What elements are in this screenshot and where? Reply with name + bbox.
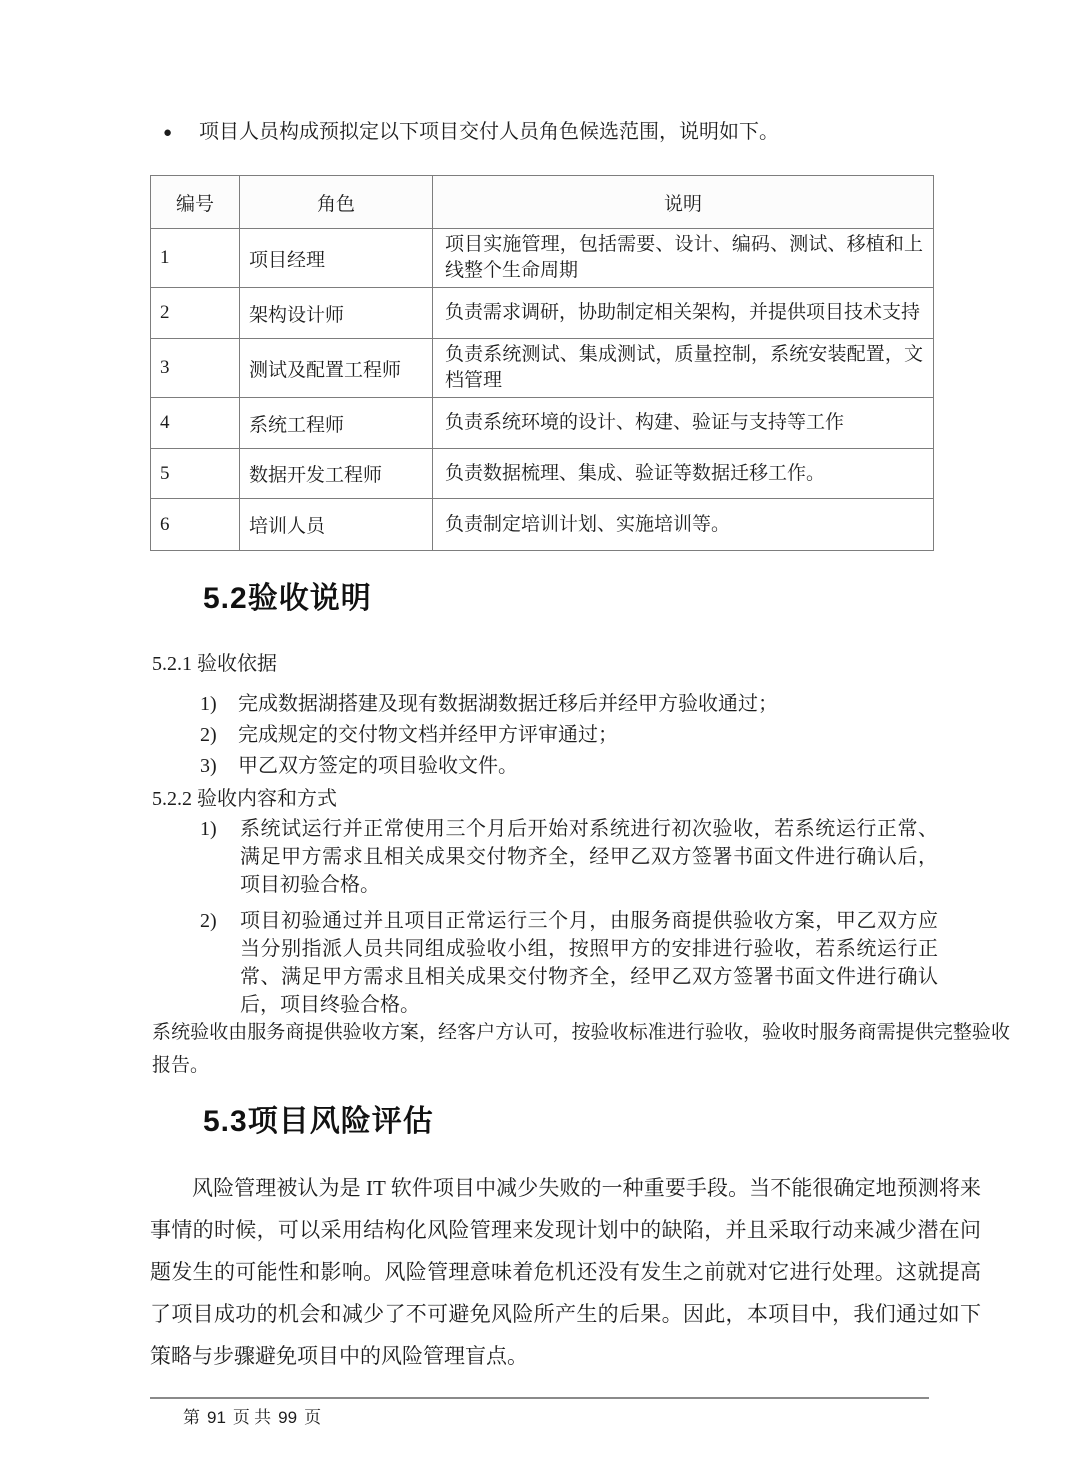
cell-desc: 负责数据梳理、集成、验证等数据迁移工作。 — [433, 449, 934, 499]
cell-role: 测试及配置工程师 — [240, 339, 433, 398]
list-item — [200, 720, 778, 751]
acceptance-method-item — [200, 907, 938, 1019]
intro-bullet-item — [163, 118, 963, 147]
list-item-number: 2) — [200, 910, 217, 932]
cell-id: 5 — [151, 449, 240, 499]
table-row — [151, 398, 934, 449]
total-page-number: 99 — [278, 1408, 298, 1427]
role-table — [150, 175, 934, 551]
cell-desc: 项目实施管理，包括需要、设计、编码、测试、移植和上线整个生命周期 — [433, 229, 934, 288]
cell-desc: 负责制定培训计划、实施培训等。 — [433, 499, 934, 551]
intro-text: 项目人员构成预拟定以下项目交付人员角色候选范围，说明如下。 — [199, 121, 779, 143]
table-row — [151, 339, 934, 398]
footer-label-suffix: 页 — [304, 1408, 322, 1427]
list-item-number: 2) — [200, 724, 217, 746]
cell-role: 架构设计师 — [240, 288, 433, 339]
cell-role: 培训人员 — [240, 499, 433, 551]
list-item-text: 项目初验通过并且项目正常运行三个月，由服务商提供验收方案，甲乙双方应当分别指派人员共同组成验收小组，按照甲方的安排进行验收，若系统运行正常、满足甲方需求且相关成果交付物齐全，经甲乙双方签署书面文件进行确认后，项目终验合格。 — [240, 910, 938, 1016]
cell-role: 数据开发工程师 — [240, 449, 433, 499]
cell-role: 系统工程师 — [240, 398, 433, 449]
risk-paragraph: 风险管理被认为是 IT 软件项目中减少失败的一种重要手段。当不能很确定地预测将来事情的时候，可以采用结构化风险管理来发现计划中的缺陷，并且采取行动来减少潜在问题发生的可能性和影响。风险管理意味着危机还没有发生之前就对它进行处理。这就提高了项目成功的机会和减少了不可避免风险所产生的后果。因此，本项目中，我们通过如下策略与步骤避免项目中的风险管理盲点。 — [150, 1176, 981, 1368]
list-item-text: 完成规定的交付物文档并经甲方评审通过； — [238, 724, 618, 746]
list-item-number: 1) — [200, 693, 217, 715]
acceptance-basis-list — [200, 689, 778, 782]
cell-id: 3 — [151, 339, 240, 398]
table-row — [151, 288, 934, 339]
list-item-text: 系统试运行并正常使用三个月后开始对系统进行初次验收，若系统运行正常、满足甲方需求且相关成果交付物齐全，经甲乙双方签署书面文件进行确认后，项目初验合格。 — [240, 818, 938, 896]
table-header-row — [151, 176, 934, 229]
list-item — [200, 751, 778, 782]
cell-id: 1 — [151, 229, 240, 288]
current-page-number: 91 — [207, 1408, 226, 1427]
footer-label-prefix: 第 — [183, 1408, 200, 1427]
column-header-id: 编号 — [151, 176, 240, 229]
acceptance-note-paragraph: 系统验收由服务商提供验收方案，经客户方认可，按验收标准进行验收，验收时服务商需提供完整验收报告。 — [152, 1022, 1010, 1076]
section-heading-5-3: 5.3项目风险评估 — [203, 1105, 434, 1138]
list-item-number: 3) — [200, 755, 217, 777]
column-header-role: 角色 — [240, 176, 433, 229]
subsection-heading-5-2-2: 5.2.2 验收内容和方式 — [152, 788, 337, 810]
cell-desc: 负责系统环境的设计、构建、验证与支持等工作 — [433, 398, 934, 449]
acceptance-method-item — [200, 815, 938, 899]
list-item-number: 1) — [200, 818, 217, 840]
footer-label-middle: 页 共 — [232, 1408, 272, 1427]
bullet-icon: ● — [163, 125, 173, 141]
cell-desc: 负责需求调研，协助制定相关架构，并提供项目技术支持 — [433, 288, 934, 339]
cell-id: 6 — [151, 499, 240, 551]
list-item — [200, 689, 778, 720]
subsection-heading-5-2-1: 5.2.1 验收依据 — [152, 653, 277, 675]
cell-id: 2 — [151, 288, 240, 339]
footer-divider — [150, 1397, 929, 1399]
list-item-text: 甲乙双方签定的项目验收文件。 — [238, 755, 518, 777]
table-row — [151, 449, 934, 499]
column-header-desc: 说明 — [433, 176, 934, 229]
cell-role: 项目经理 — [240, 229, 433, 288]
table-row — [151, 499, 934, 551]
list-item-text: 完成数据湖搭建及现有数据湖数据迁移后并经甲方验收通过； — [238, 693, 778, 715]
table-row — [151, 229, 934, 288]
section-heading-5-2: 5.2验收说明 — [203, 582, 372, 615]
cell-id: 4 — [151, 398, 240, 449]
page-number-footer — [183, 1406, 321, 1430]
cell-desc: 负责系统测试、集成测试，质量控制，系统安装配置，文档管理 — [433, 339, 934, 398]
